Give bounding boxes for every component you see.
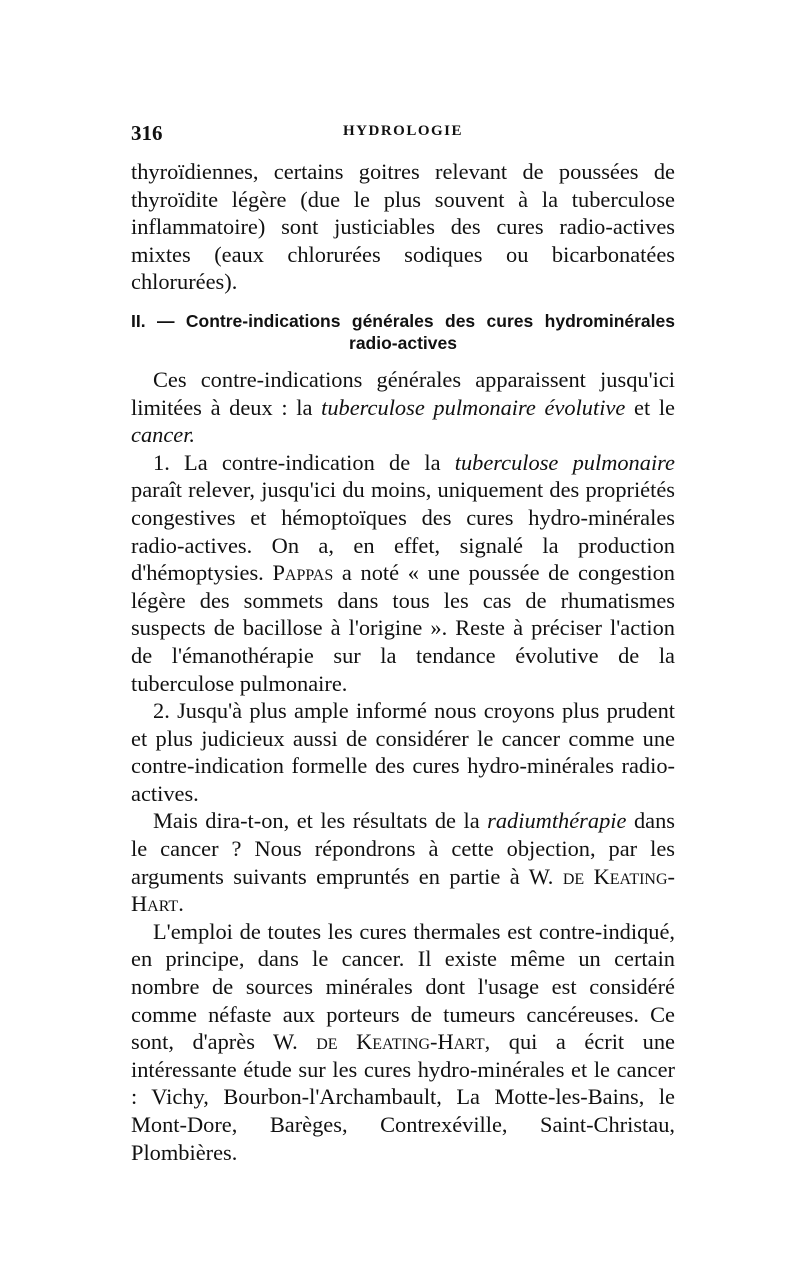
italic-term: tuberculose pulmonaire: [454, 449, 675, 475]
paragraph-cures-thermales: [131, 918, 675, 1166]
text-run: Mais dira-t-on, et les résultats de la: [153, 808, 488, 834]
paragraph-cancer: 2. Jusqu'à plus ample informé nous croyons plus prudent et plus judicieux aussi de considérer le cancer comme une contre-indication formelle des cures hydro-minérales radio-actives.: [131, 698, 675, 806]
section-heading-line2: radio-actives: [349, 332, 457, 353]
page-number: 316: [131, 121, 163, 145]
paragraph-contre-indications: [131, 366, 675, 449]
running-head: HYDROLOGIE: [342, 123, 463, 139]
author-name: de Keating-Hart.: [131, 863, 675, 917]
section-heading: [131, 310, 675, 354]
paragraph-radiumtherapie: [131, 807, 675, 917]
page-body: [131, 158, 675, 1166]
text-run: et le: [625, 394, 675, 420]
author-name: de Keating-Hart: [316, 1029, 485, 1055]
page-header: [131, 121, 675, 151]
text-run: 1. La contre-indication de la: [153, 449, 455, 475]
text-run: , qui a écrit une intéressante étude sur les cures hydro-minérales et le cancer : Vichy, Bourbon-l'Archambault, La Motte-les-Bains, le Mont-Dore, Barèges, Contrexéville, Saint-Christau, Plombières.: [131, 1029, 675, 1165]
italic-term: radiumthérapie: [487, 808, 627, 834]
text-run: a noté « une poussée de congestion légère des sommets dans tous les cas de rhumatismes suspects de bacillose à l'origine ». Reste à préciser l'action de l'émanothérapie sur la tendance évolutive de la tuberculose pulmonaire.: [131, 560, 675, 696]
paragraph-continuation: thyroïdiennes, certains goitres relevant de poussées de thyroïdite légère (due le plus souvent à la tuberculose inflammatoire) sont justiciables des cures radio-actives mixtes (eaux chlorurées sodiques ou bicarbonatées chlorurées).: [131, 159, 675, 295]
author-name: Pappas: [272, 560, 334, 586]
paragraph-tuberculose: [131, 449, 675, 697]
text-run: L'emploi de toutes les cures thermales est contre-indiqué, en principe, dans le cancer. Il existe même un certain nombre de sources minérales dont l'usage est considéré comme néfaste aux porteurs de tumeurs cancéreuses. Ce sont, d'après W.: [131, 918, 675, 1055]
italic-term: cancer.: [131, 422, 196, 448]
italic-term: tuberculose pulmonaire évolutive: [321, 394, 626, 420]
text-run: Ces contre-indications générales apparaissent jusqu'ici limitées à deux : la: [131, 366, 675, 420]
text-run: dans le cancer ? Nous répondrons à cette objection, par les arguments suivants empruntés en partie à W.: [131, 808, 675, 889]
text-run: paraît relever, jusqu'ici du moins, uniquement des propriétés congestives et hémoptoïques des cures hydro-minérales radio-actives. On a, en effet, signalé la production d'hémoptysies.: [131, 477, 675, 586]
section-heading-line1: II. — Contre-indications générales des cures hydrominérales: [131, 310, 675, 331]
